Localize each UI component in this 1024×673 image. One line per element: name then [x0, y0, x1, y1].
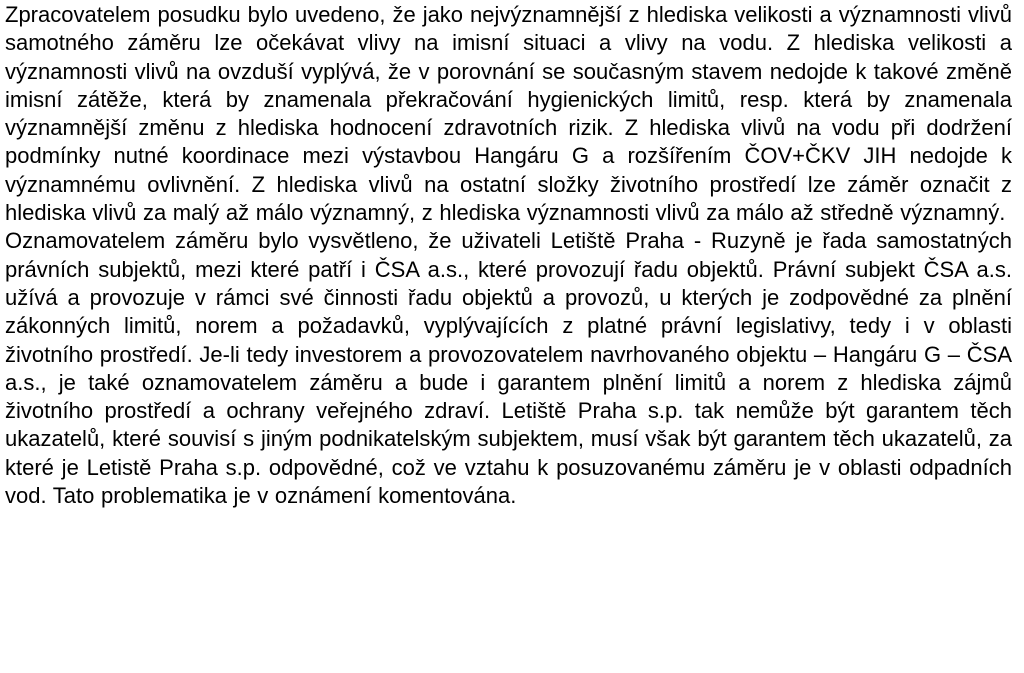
- paragraph-operator-responsibility: Oznamovatelem záměru bylo vysvětleno, že uživateli Letiště Praha - Ruzyně je řada samostatných právních subjektů, mezi které patří i ČSA a.s., které provozují řadu objektů. Právní subjekt ČSA a.s. užívá a provozuje v rámci své činnosti řadu objektů a provozů, u kterých je zodpovědné za plnění zákonných limitů, norem a požadavků, vyplývajících z platné právní legislativy, tedy i v oblasti životního prostředí. Je-li tedy investorem a provozovatelem navrhovaného objektu – Hangáru G – ČSA a.s., je také oznamovatelem záměru a bude i garantem plnění limitů a norem z hlediska zájmů životního prostředí a ochrany veřejného zdraví. Letiště Praha s.p. tak nemůže být garantem těch ukazatelů, které souvisí s jiným podnikatelským subjektem, musí však být garantem těch ukazatelů, za které je Letistě Praha s.p. odpovědné, což ve vztahu k posuzovanému záměru je v oblasti odpadních vod. Tato problematika je v oznámení komentována.: [5, 228, 1012, 509]
- paragraph-emission-assessment: Zpracovatelem posudku bylo uvedeno, že jako nejvýznamnější z hlediska velikosti a významnosti vlivů samotného záměru lze očekávat vlivy na imisní situaci a vlivy na vodu. Z hlediska velikosti a významnosti vlivů na ovzduší vyplývá, že v porovnání se současným stavem nedojde k takové změně imisní zátěže, která by znamenala překračování hygienických limitů, resp. která by znamenala významnější změnu z hlediska hodnocení zdravotních rizik. Z hlediska vlivů na vodu při dodržení podmínky nutné koordinace mezi výstavbou Hangáru G a rozšířením ČOV+ČKV JIH nedojde k významnému ovlivnění. Z hlediska vlivů na ostatní složky životního prostředí lze záměr označit z hlediska vlivů za malý až málo významný, z hlediska významnosti vlivů za málo až středně významný.: [5, 2, 1012, 226]
